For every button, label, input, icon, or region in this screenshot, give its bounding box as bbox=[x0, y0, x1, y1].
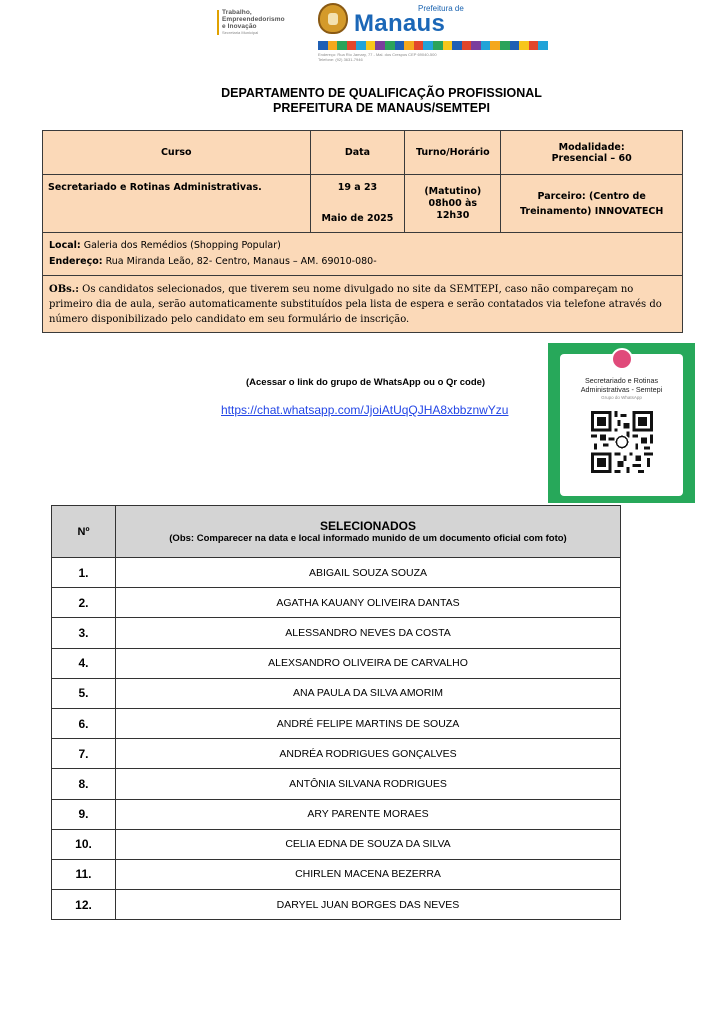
row-number: 12. bbox=[52, 890, 116, 920]
candidate-name: ANDRÉA RODRIGUES GONÇALVES bbox=[116, 739, 621, 769]
header-address bbox=[318, 52, 558, 62]
course-partner bbox=[501, 175, 683, 233]
header-modality-line-1: Modalidade: bbox=[558, 141, 625, 153]
whatsapp-caption: (Acessar o link do grupo de WhatsApp ou o Qr code) bbox=[246, 377, 486, 388]
group-avatar bbox=[611, 348, 633, 370]
row-number: 6. bbox=[52, 708, 116, 738]
candidate-name: ARY PARENTE MORAES bbox=[116, 799, 621, 829]
course-local bbox=[49, 238, 676, 254]
course-date-month: Maio de 2025 bbox=[321, 213, 394, 224]
manaus-crest-icon bbox=[318, 3, 348, 34]
col-number-header: Nº bbox=[52, 506, 116, 558]
header-date: Data bbox=[310, 131, 405, 175]
candidate-name: ABIGAIL SOUZA SOUZA bbox=[116, 558, 621, 588]
secretaria-logo bbox=[222, 9, 312, 35]
secretaria-line-1: Trabalho, bbox=[222, 9, 252, 16]
table-row bbox=[52, 558, 621, 588]
secretaria-line-3: e Inovação bbox=[222, 23, 257, 30]
course-date bbox=[310, 175, 405, 233]
candidate-name: CHIRLEN MACENA BEZERRA bbox=[116, 859, 621, 889]
col-selected-title: SELECIONADOS bbox=[319, 518, 416, 533]
row-number: 3. bbox=[52, 618, 116, 648]
table-row bbox=[52, 769, 621, 799]
row-number: 5. bbox=[52, 678, 116, 708]
local-label: Local: bbox=[49, 240, 81, 251]
secretaria-logo-bar bbox=[217, 10, 219, 35]
course-partner-line-1: Parceiro: (Centro de bbox=[537, 190, 646, 202]
qr-code-icon[interactable] bbox=[591, 411, 653, 473]
course-observation-cell bbox=[43, 276, 683, 333]
row-number: 10. bbox=[52, 829, 116, 859]
table-row bbox=[52, 678, 621, 708]
course-location-row bbox=[43, 233, 683, 276]
header-course: Curso bbox=[43, 131, 311, 175]
qr-card-title: Secretariado e Rotinas Administrativas - Semtepi bbox=[580, 376, 663, 394]
prefeitura-logo bbox=[354, 4, 474, 35]
course-info-header-row bbox=[43, 131, 683, 175]
header-address-line-1: Endereço: Rua Rio Jamary, 77 - Mal. dos Crespos CEP 69040-500 bbox=[318, 52, 437, 57]
course-shift bbox=[405, 175, 501, 233]
table-row bbox=[52, 708, 621, 738]
row-number: 8. bbox=[52, 769, 116, 799]
table-row bbox=[52, 859, 621, 889]
color-stripe bbox=[318, 41, 548, 50]
course-info-table bbox=[42, 130, 683, 333]
row-number: 11. bbox=[52, 859, 116, 889]
course-info-row bbox=[43, 175, 683, 233]
header-shift: Turno/Horário bbox=[405, 131, 501, 175]
address-value: Rua Miranda Leão, 82- Centro, Manaus – AM. 69010-080- bbox=[102, 256, 377, 267]
table-row bbox=[52, 618, 621, 648]
course-shift-line-3: 12h30 bbox=[436, 209, 470, 221]
col-selected-header bbox=[116, 506, 621, 558]
candidate-name: AGATHA KAUANY OLIVEIRA DANTAS bbox=[116, 588, 621, 618]
table-row bbox=[52, 799, 621, 829]
table-row bbox=[52, 648, 621, 678]
city-name: Manaus bbox=[354, 10, 446, 37]
obs-label: OBs.: bbox=[49, 283, 79, 295]
candidate-name: DARYEL JUAN BORGES DAS NEVES bbox=[116, 890, 621, 920]
course-shift-line-1: (Matutino) bbox=[424, 185, 482, 197]
course-address bbox=[49, 254, 676, 270]
table-row bbox=[52, 829, 621, 859]
page-header bbox=[0, 0, 725, 72]
qr-card-inner bbox=[560, 354, 683, 496]
header-modality bbox=[501, 131, 683, 175]
table-row bbox=[52, 890, 621, 920]
row-number: 9. bbox=[52, 799, 116, 829]
row-number: 4. bbox=[52, 648, 116, 678]
course-shift-line-2: 08h00 às bbox=[428, 197, 478, 209]
secretaria-sub: Secretaria Municipal bbox=[222, 30, 259, 35]
table-row bbox=[52, 588, 621, 618]
header-address-line-2: Telefone: (92) 3631-7946 bbox=[318, 57, 363, 62]
secretaria-line-2: Empreendedorismo bbox=[222, 16, 285, 23]
selected-candidates-table bbox=[51, 505, 621, 920]
candidate-name: ALESSANDRO NEVES DA COSTA bbox=[116, 618, 621, 648]
department-title: DEPARTAMENTO DE QUALIFICAÇÃO PROFISSIONAL bbox=[221, 86, 542, 100]
course-location-cell bbox=[43, 233, 683, 276]
candidate-name: ANA PAULA DA SILVA AMORIM bbox=[116, 678, 621, 708]
candidate-name: ANDRÉ FELIPE MARTINS DE SOUZA bbox=[116, 708, 621, 738]
candidate-name: CELIA EDNA DE SOUZA DA SILVA bbox=[116, 829, 621, 859]
candidate-name: ALEXSANDRO OLIVEIRA DE CARVALHO bbox=[116, 648, 621, 678]
local-value: Galeria dos Remédios (Shopping Popular) bbox=[80, 240, 281, 251]
course-partner-line-2: Treinamento) INNOVATECH bbox=[519, 205, 664, 217]
table-row bbox=[52, 739, 621, 769]
course-date-days: 19 a 23 bbox=[337, 182, 378, 193]
qr-card-subtitle: Grupo do WhatsApp bbox=[601, 395, 642, 400]
header-modality-line-2: Presencial – 60 bbox=[551, 152, 632, 164]
candidate-name: ANTÔNIA SILVANA RODRIGUES bbox=[116, 769, 621, 799]
prefeitura-label: Prefeitura de bbox=[418, 4, 464, 13]
address-label: Endereço: bbox=[49, 256, 103, 267]
whatsapp-qr-card[interactable] bbox=[548, 343, 695, 503]
prefeitura-title: PREFEITURA DE MANAUS/SEMTEPI bbox=[273, 101, 490, 115]
obs-value: Os candidatos selecionados, que tiverem seu nome divulgado no site da SEMTEPI, caso não compareçam no primeiro dia de aula, serão automaticamente substituídos pela lista de espera e serão contatados via telefone através do número disponibilizado pelo candidato em seu formulário de inscrição. bbox=[49, 283, 662, 325]
course-name: Secretariado e Rotinas Administrativas. bbox=[43, 175, 311, 233]
document-titles bbox=[0, 86, 725, 116]
row-number: 7. bbox=[52, 739, 116, 769]
whatsapp-group-link[interactable]: https://chat.whatsapp.com/JjoiAtUqQJHA8xbbznwYzu bbox=[221, 403, 509, 417]
row-number: 2. bbox=[52, 588, 116, 618]
row-number: 1. bbox=[52, 558, 116, 588]
selected-table-header bbox=[52, 506, 621, 558]
course-observation-row bbox=[43, 276, 683, 333]
col-selected-note: (Obs: Comparecer na data e local informado munido de um documento oficial com foto) bbox=[169, 532, 567, 544]
